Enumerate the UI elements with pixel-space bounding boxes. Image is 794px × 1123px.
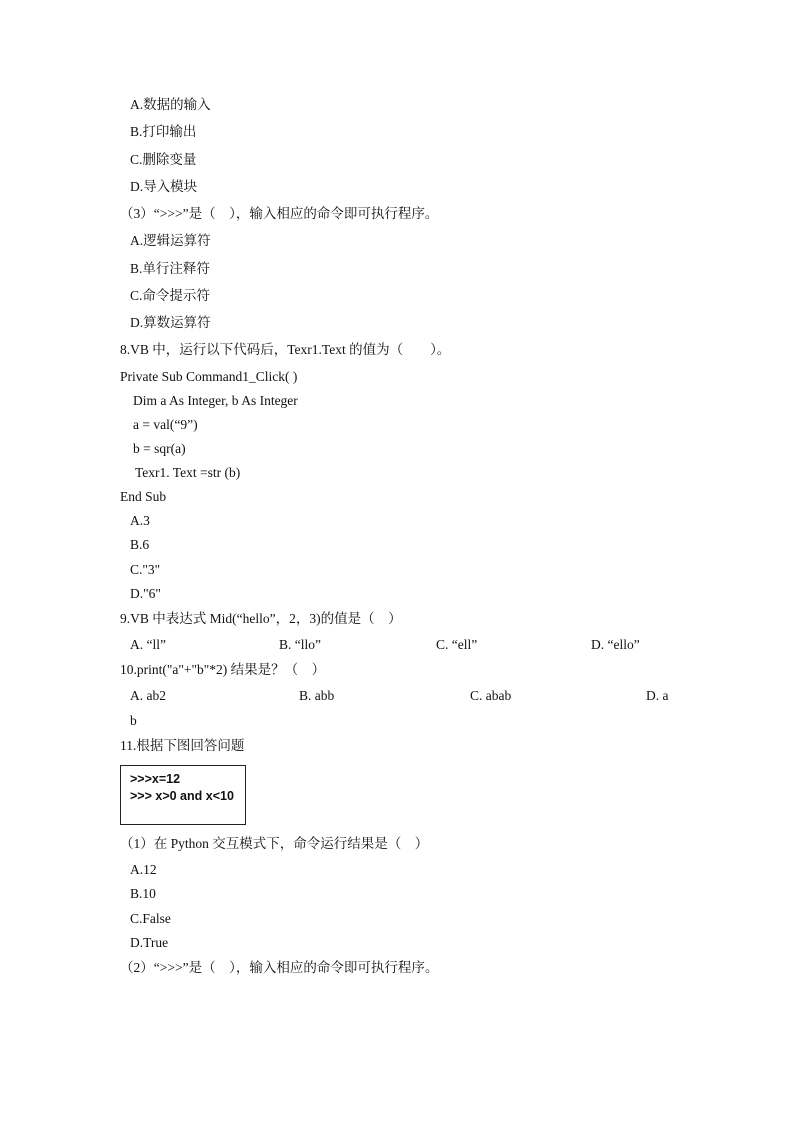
question-text: （1）在 Python 交互模式下，命令运行结果是（ ） [120, 836, 429, 851]
code-line: b = sqr(a) [133, 441, 186, 456]
option-text: C.命令提示符 [130, 288, 210, 303]
option-text: C."3" [130, 562, 161, 577]
option-text: B. “llo” [279, 637, 321, 652]
code-line: Dim a As Integer, b As Integer [133, 393, 298, 408]
option-text: C.False [130, 911, 171, 926]
code-figure-line: >>> x>0 and x<10 [130, 789, 234, 803]
code-line: Private Sub Command1_Click( ) [120, 369, 298, 384]
code-line: Texr1. Text =str (b) [135, 465, 241, 480]
option-text: B.打印输出 [130, 124, 197, 139]
option-text: D."6" [130, 586, 161, 601]
option-text: A.数据的输入 [130, 97, 211, 112]
option-text: A.逻辑运算符 [130, 233, 211, 248]
option-text: A.12 [130, 862, 157, 877]
code-figure-line: >>>x=12 [130, 772, 181, 786]
question-text: （2）“>>>”是（ ），输入相应的命令即可执行程序。 [120, 960, 439, 975]
option-text: D.True [130, 935, 169, 950]
option-text: D. “ello” [591, 637, 640, 652]
option-text: b [130, 713, 137, 728]
option-text: B.10 [130, 886, 156, 901]
option-text: D.算数运算符 [130, 315, 211, 330]
option-text: A. “ll” [130, 637, 166, 652]
option-text: B.6 [130, 537, 150, 552]
question-text: 11.根据下图回答问题 [120, 738, 245, 753]
option-text: C. abab [470, 688, 512, 703]
code-figure [120, 765, 246, 825]
option-text: C. “ell” [436, 637, 478, 652]
code-line: a = val(“9”) [133, 417, 198, 432]
option-text: B. abb [299, 688, 335, 703]
question-text: 10.print("a"+"b"*2) 结果是？（ ） [120, 662, 326, 677]
question-text: 9.VB 中表达式 Mid(“hello”，2，3)的值是（ ） [120, 611, 402, 626]
code-line: End Sub [120, 489, 167, 504]
option-text: A.3 [130, 513, 150, 528]
question-text: 8.VB 中，运行以下代码后，Texr1.Text 的值为（ ）。 [120, 342, 451, 357]
option-text: A. ab2 [130, 688, 166, 703]
option-text: C.删除变量 [130, 152, 197, 167]
option-text: D. a [646, 688, 669, 703]
option-text: B.单行注释符 [130, 261, 210, 276]
question-text: （3）“>>>”是（ ），输入相应的命令即可执行程序。 [120, 206, 439, 221]
option-text: D.导入模块 [130, 179, 198, 194]
